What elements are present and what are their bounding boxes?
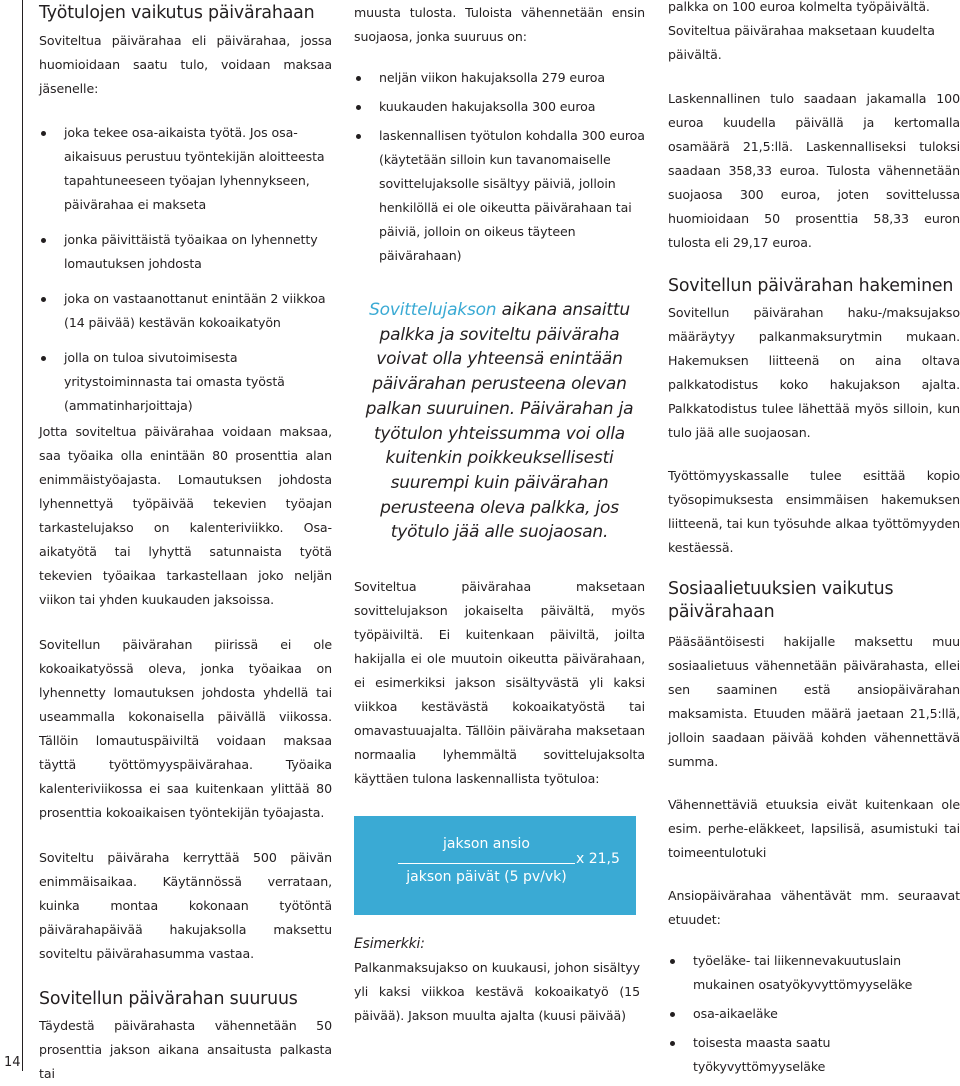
- page-number: 14: [4, 1055, 21, 1070]
- paragraph-protected-amount: muusta tulosta. Tuloista vähennetään ensin suojaosa, jonka suuruus on:: [354, 5, 645, 44]
- example-heading: Esimerkki:: [354, 936, 425, 952]
- list-item: kuukauden hakujaksolla 300 euroa: [354, 95, 645, 119]
- intro-paragraph: Soviteltua päivärahaa eli päivärahaa, jossa huomioidaan saatu tulo, voidaan maksaa jäsenelle:: [39, 33, 332, 96]
- paragraph-500-days: Soviteltu päiväraha kerryttää 500 päivän enimmäisaikaa. Käytännössä verrataan, kuinka montaa kokonaan työtöntä päivärahapäivää hakujaksolla maksettu soviteltu päivärahasumma vastaa.: [39, 850, 332, 961]
- column-1: [39, 0, 332, 1086]
- paragraph-payment-days: Soviteltua päivärahaa maksetaan sovittelujakson jokaiselta päivältä, myös työpäiviltä. Ei kuitenkaan päiviltä, joilta hakijalla ei ole muutoin oikeutta päivärahaan, ei esimerkiksi jakson sisältyvästä yli kaksi viikkoa kestävästä kokoaikatyöstä tai omavastuuajalta. Tällöin päiväraha maksetaan normaalia lyhemmältä sovittelujaksolta käyttäen tulona laskennallista työtuloa:: [354, 579, 645, 787]
- eligibility-list: [39, 121, 332, 418]
- list-item: jonka päivittäistä työaikaa on lyhennetty lomautuksen johdosta: [39, 228, 332, 276]
- list-item: osa-aikaeläke: [668, 1002, 960, 1026]
- heading-tyotulojen-vaikutus: Työtulojen vaikutus päivärahaan: [39, 3, 315, 23]
- list-item: jolla on tuloa sivutoimisesta yritystoiminnasta tai omasta työstä (ammatinharjoittaja): [39, 346, 332, 418]
- heading-sovitellun-suuruus: Sovitellun päivärahan suuruus: [39, 989, 298, 1009]
- paragraph-application: Sovitellun päivärahan haku-/maksujakso määräytyy palkanmaksurytmin mukaan. Hakemuksen liitteenä on aina oltava palkkatodistus koko hakujakson ajalta. Palkkatodistus tulee lähettää myös silloin, kun tulo jää alle suojaosan.: [668, 305, 960, 440]
- paragraph-non-deductible: Vähennettäviä etuuksia eivät kuitenkaan ole esim. perhe-eläkkeet, lapsilisä, asumistuki tai toimeentulotuki: [668, 797, 960, 860]
- list-item: neljän viikon hakujaksolla 279 euroa: [354, 66, 645, 90]
- paragraph-reducing-benefits: Ansiopäivärahaa vähentävät mm. seuraavat etuudet:: [668, 888, 960, 927]
- pull-quote-text: aikana ansaittu palkka ja soviteltu päiväraha voivat olla yhteensä enintään päivärahan perusteena olevan palkan suuruinen. Päivärahan ja työtulon yhteissumma voi olla kuitenkin poikkeuksellisesti suurempi kuin päivärahan perusteena oleva palkka, jos työtulo jää alle suojaosan.: [365, 300, 634, 543]
- formula-denominator: jakson päivät (5 pv/vk): [406, 869, 567, 885]
- heading-hakeminen: Sovitellun päivärahan hakeminen: [668, 276, 954, 296]
- list-item: työeläke- tai liikennevakuutuslain mukainen osatyökyvyttömyyseläke: [668, 949, 960, 997]
- fraction-line: [398, 863, 575, 864]
- list-item: laskennallisen työtulon kohdalla 300 euroa (käytetään silloin kun tavanomaiselle sovittelujaksolle sisältyy päiviä, jolloin henkilöllä ei ole oikeutta päivärahaan tai päiviä, jolloin on oikeus täyteen päivärahaan): [354, 124, 645, 268]
- example-text: Palkanmaksujakso on kuukausi, johon sisältyy yli kaksi viikkoa kestävä kokoaikatyö (15 päivää). Jakson muulta ajalta (kuusi päivää): [354, 960, 640, 1023]
- pull-quote-lead: Sovittelujakson: [369, 300, 497, 320]
- column-2: [354, 0, 645, 791]
- pull-quote: [354, 298, 645, 545]
- reducing-benefits-list: [668, 949, 960, 1079]
- formula-multiplier: x 21,5: [576, 851, 620, 867]
- list-item: joka on vastaanottanut enintään 2 viikkoa (14 päivää) kestävän kokoaikatyön: [39, 287, 332, 335]
- paragraph-full-time-exclusion: Sovitellun päivärahan piirissä ei ole kokoaikatyössä oleva, jonka työaikaa on lyhennetty lomautuksen johdosta yhdellä tai useammalla kokonaisella päivällä viikossa. Tällöin lomautuspäiviltä voidaan maksaa täyttä työttömyyspäivärahaa. Työaika kalenteriviikossa ei saa kuitenkaan ylittää 80 prosenttia kokoaikaisen työntekijän työajasta.: [39, 637, 332, 820]
- formula-numerator: jakson ansio: [443, 836, 530, 852]
- paragraph-example-continued: palkka on 100 euroa kolmelta työpäivältä. Soviteltua päivärahaa maksetaan kuudelta päivältä.: [668, 0, 935, 62]
- left-margin-rule: [22, 0, 23, 1071]
- example-block: [354, 932, 640, 1028]
- column-3: [668, 0, 960, 1079]
- paragraph-employment-contract: Työttömyyskassalle tulee esittää kopio työsopimuksesta ensimmäisen hakemuksen liitteenä, tai kun työsuhde alkaa työttömyyden kestäessä.: [668, 468, 960, 555]
- protected-amount-list: [354, 66, 645, 268]
- formula-box: [354, 816, 636, 915]
- paragraph-reduction: Täydestä päivärahasta vähennetään 50 prosenttia jakson aikana ansaitusta palkasta tai: [39, 1018, 332, 1081]
- paragraph-social-benefits: Pääsääntöisesti hakijalle maksettu muu sosiaalietuus vähennetään päivärahasta, ellei sen saaminen estä ansiopäivärahan maksamista. Etuuden määrä jaetaan 21,5:llä, jolloin saadaan päivää kohden vähennettävä summa.: [668, 634, 960, 769]
- heading-sosiaalietuuksien-vaikutus: Sosiaalietuuksien vaikutus päivärahaan: [668, 579, 894, 622]
- paragraph-calculated-income: Laskennallinen tulo saadaan jakamalla 100 euroa kuudella päivällä ja kertomalla osamäärä 21,5:llä. Laskennalliseksi tuloksi saadaan 358,33 euroa. Tulosta vähennetään suojaosa 300 euroa, joten sovittelussa huomioidaan 50 prosenttia 58,33 euron tulosta eli 29,17 euroa.: [668, 91, 960, 250]
- list-item: joka tekee osa-aikaista työtä. Jos osa-aikaisuus perustuu työntekijän aloitteesta tapahtuneeseen työajan lyhennykseen, päivärahaa ei makseta: [39, 121, 332, 217]
- paragraph-working-time: Jotta soviteltua päivärahaa voidaan maksaa, saa työaika olla enintään 80 prosenttia alan enimmäistyöajasta. Lomautuksen johdosta lyhennettyä työpäivää tekevien työajan tarkastelujakso on kalenteriviikko. Osa-aikatyötä tai lyhyttä satunnaista työtä tekevien työaikaa tarkastellaan joko neljän viikon tai yhden kuukauden jaksoissa.: [39, 424, 332, 607]
- list-item: toisesta maasta saatu työkyvyttömyyseläke: [668, 1031, 960, 1079]
